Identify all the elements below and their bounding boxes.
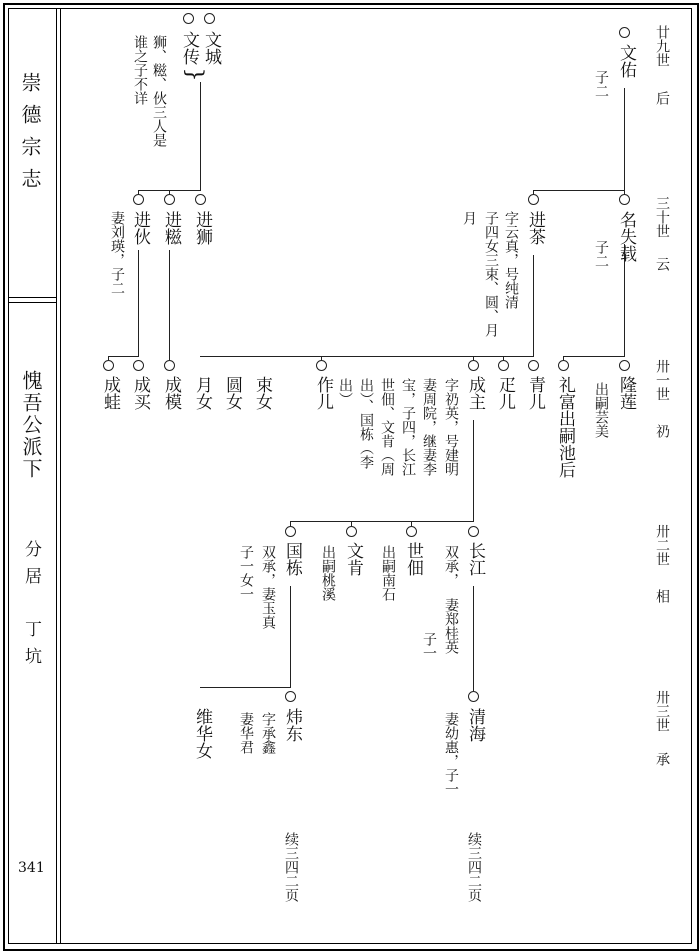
person-marker (468, 360, 479, 371)
person-name: 疋儿 (495, 376, 515, 410)
person-name: 进茶 (525, 211, 545, 245)
person-note: 子一 (421, 632, 437, 660)
person-name: 文城 (201, 31, 221, 65)
page-number: 341 (18, 860, 45, 876)
person-note: 子二 (593, 70, 609, 98)
person-name: 成模 (161, 376, 181, 410)
brace-note-1: 狮、糍、伙三人是 (151, 35, 167, 147)
person-name: 进狮 (192, 211, 212, 245)
person-marker (183, 13, 194, 24)
person-note: 子二 (593, 240, 609, 268)
person-marker (619, 27, 630, 38)
inner-border (8, 8, 692, 944)
person-note: 妻幼惠，子一 (443, 712, 459, 796)
person-note: 双承，妻玉真 (260, 545, 276, 629)
sidebar-split-2 (8, 302, 56, 303)
person-note: 子四女三束、圆、月 (483, 211, 499, 337)
person-note: 子一女一 (238, 545, 254, 601)
tree-line (200, 356, 534, 357)
person-marker (164, 360, 175, 371)
tree-line (138, 250, 139, 356)
sidebar-split-1 (8, 297, 56, 298)
person-note: 出嗣南石 (380, 545, 396, 601)
person-note: 字承鑫 (260, 712, 276, 754)
person-name: 成主 (465, 376, 485, 410)
person-name: 作儿 (313, 376, 333, 410)
gen-32-char: 相 (654, 589, 670, 603)
tree-line (169, 250, 170, 360)
continue-note: 续三四二页 (283, 832, 299, 902)
tree-line (200, 82, 201, 190)
person-name: 名失载 (616, 211, 636, 262)
tree-line (290, 521, 474, 522)
gen-31: 卅一世 (654, 359, 670, 401)
gen-32: 卅二世 (654, 524, 670, 566)
person-name: 长江 (465, 542, 485, 576)
tree-line (473, 586, 474, 691)
person-name: 进伙 (130, 211, 150, 245)
person-marker (558, 360, 569, 371)
tree-line (200, 687, 291, 688)
person-marker (619, 194, 630, 205)
person-marker (316, 360, 327, 371)
person-note-extra: 月 (461, 211, 477, 225)
continue-note: 续三四二页 (466, 832, 482, 902)
sidebar-divider-2 (60, 8, 61, 944)
person-marker (285, 691, 296, 702)
brace-note-2: 谁之子不详 (132, 35, 148, 105)
brace-icon: } (181, 67, 207, 82)
book-title: 崇德宗志 (18, 72, 42, 200)
person-note: 宝，子四，长江 (400, 378, 416, 476)
branch-title: 愧吾公派下 (19, 370, 43, 480)
tree-line (624, 88, 625, 190)
person-marker (346, 526, 357, 537)
person-marker (468, 526, 479, 537)
person-name: 文肯 (343, 542, 363, 576)
person-marker (406, 526, 417, 537)
gen-31-char: 礽 (654, 424, 670, 438)
person-marker (195, 194, 206, 205)
person-note: 出） (337, 378, 353, 406)
person-marker (528, 360, 539, 371)
person-name: 礼富出嗣池后 (555, 376, 575, 478)
person-name: 世佃 (403, 542, 423, 576)
person-marker (498, 360, 509, 371)
gen-33-char: 承 (654, 752, 670, 766)
person-name: 青儿 (525, 376, 545, 410)
person-note: 世佃、文肯（周 (379, 378, 395, 476)
person-name: 成买 (130, 376, 150, 410)
person-note: 妻刘瑛，子二 (109, 211, 125, 295)
person-name: 月女 (192, 376, 212, 410)
person-marker (164, 194, 175, 205)
person-name: 束女 (252, 376, 272, 410)
person-marker (133, 360, 144, 371)
person-marker (619, 360, 630, 371)
person-note: 出）、国栋（李 (358, 378, 374, 469)
residence: 分居 (21, 540, 41, 594)
person-marker (468, 691, 479, 702)
tree-line (473, 420, 474, 521)
person-marker (103, 360, 114, 371)
person-marker (528, 194, 539, 205)
gen-29-char: 后 (654, 91, 670, 105)
tree-line (290, 586, 291, 687)
person-marker (285, 526, 296, 537)
tree-line (533, 255, 534, 356)
person-note: 妻华君 (238, 712, 254, 754)
person-note: 出嗣桃溪 (320, 545, 336, 601)
gen-29: 廿九世 (654, 25, 670, 67)
person-name: 炜东 (282, 708, 302, 742)
tree-line (533, 190, 625, 191)
person-note: 字礽英，号建明 (443, 378, 459, 476)
person-name: 圆女 (222, 376, 242, 410)
person-name: 文佑 (616, 44, 636, 78)
person-note: 妻郑桂英 (443, 598, 459, 654)
person-name: 进糍 (161, 211, 181, 245)
person-name: 维华女 (192, 708, 212, 759)
person-name: 清海 (465, 708, 485, 742)
person-marker (133, 194, 144, 205)
person-note: 出嗣芸美 (593, 382, 609, 438)
tree-line (563, 356, 625, 357)
gen-33: 卅三世 (654, 690, 670, 732)
gen-30: 三十世 (654, 196, 670, 238)
person-note: 妻周院，继妻李 (421, 378, 437, 476)
person-note: 字云真，号纯清 (503, 211, 519, 309)
person-name: 隆莲 (616, 376, 636, 410)
person-name: 文传 (179, 31, 199, 65)
person-note: 双承， (443, 545, 459, 587)
sidebar-divider-1 (56, 8, 57, 944)
gen-30-char: 云 (654, 257, 670, 271)
person-name: 国栋 (282, 542, 302, 576)
person-marker (204, 13, 215, 24)
person-name: 成蛙 (100, 376, 120, 410)
place-name: 丁坑 (21, 620, 41, 674)
tree-line (108, 356, 139, 357)
